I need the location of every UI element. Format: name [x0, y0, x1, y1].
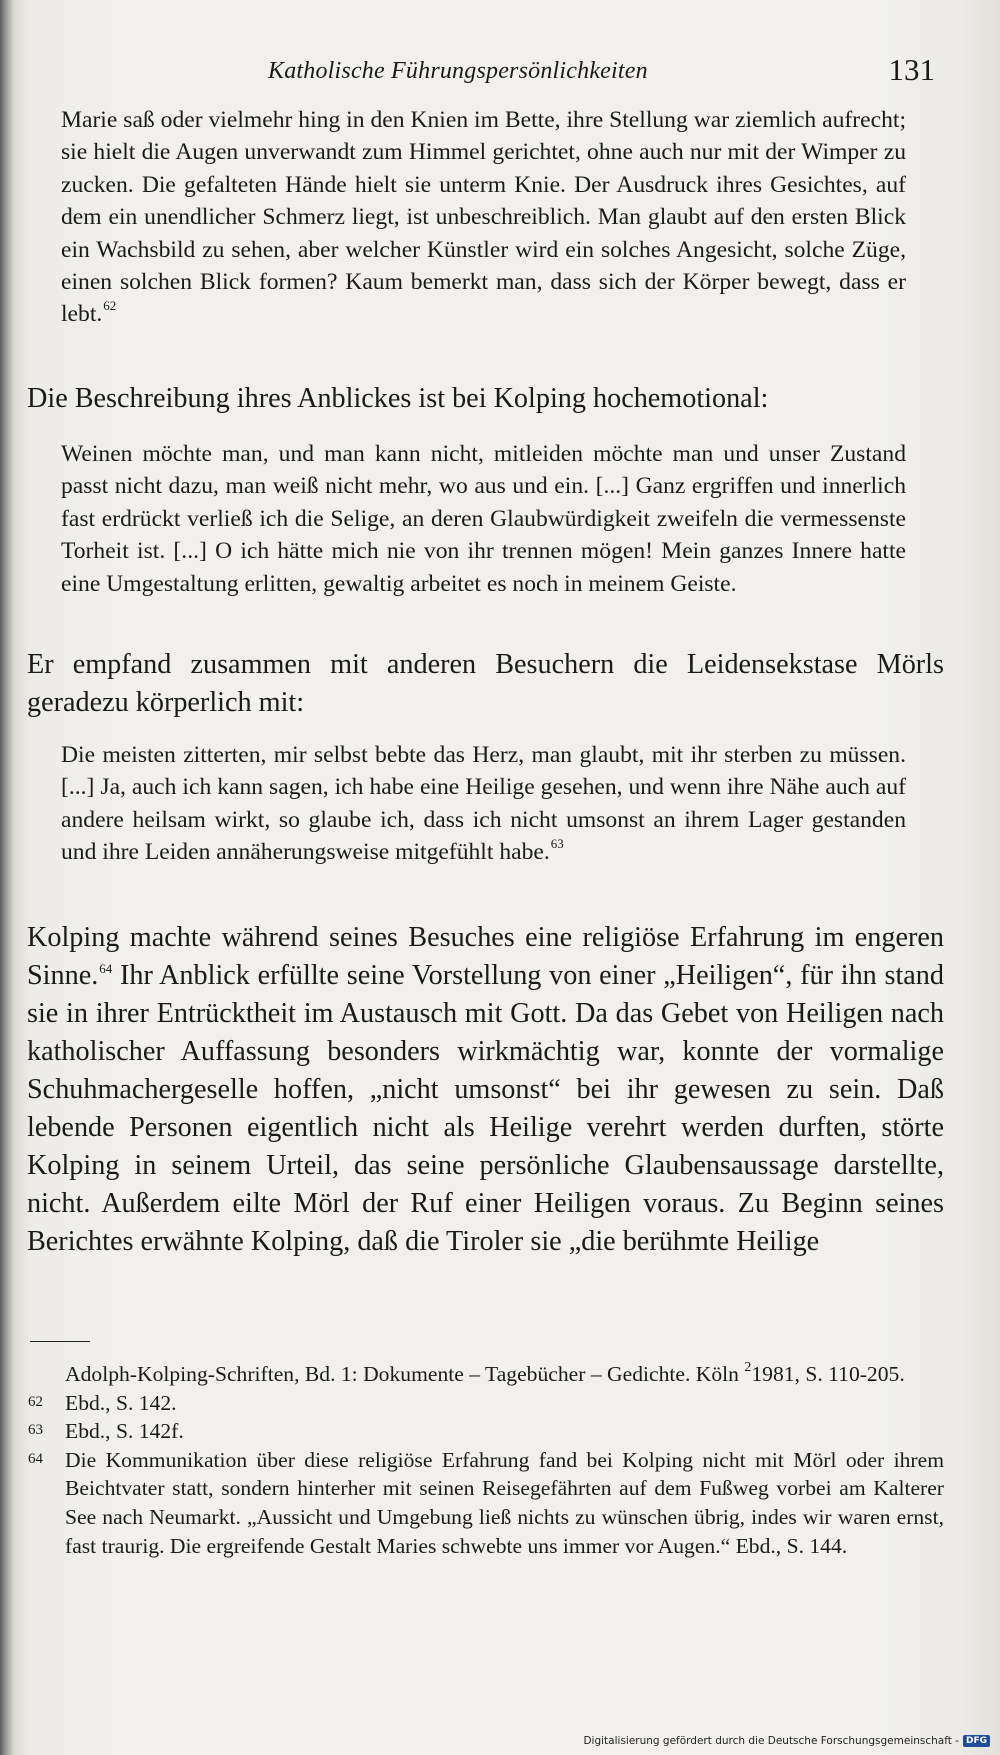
footnote-number: 62 [28, 1393, 43, 1410]
footnote-64 [28, 1446, 944, 1560]
page-number: 131 [888, 52, 935, 87]
dfg-logo-icon: DFG [963, 1735, 990, 1747]
footnote-text: Ebd., S. 142f. [65, 1419, 184, 1444]
running-title: Katholische Führungspersönlichkeiten [268, 58, 648, 84]
paragraph-2: Er empfand zusammen mit anderen Besuchern die Leidensekstase Mörls geradezu körperlich mit: [27, 649, 944, 718]
block-quote-3-text: Die meisten zitterten, mir selbst bebte das Herz, man glaubt, mit ihr sterben zu müssen. [...] Ja, auch ich kann sagen, ich habe eine Heilige gesehen, und wenn ihre Nähe auch auf andere heilsam wirkt, so glaube ich, dass ich nicht umsonst an ihrem Lager gestanden und ihre Leiden annäherungsweise mitgefühlt habe. [61, 742, 906, 866]
footnote-ref-63[interactable]: 63 [550, 836, 564, 852]
footnote-number: 64 [28, 1450, 43, 1467]
footnote-continuation-year: 1981, S. 110-205. [751, 1362, 905, 1386]
paragraph-3 [27, 919, 944, 1261]
footnote-continuation-text: Adolph-Kolping-Schriften, Bd. 1: Dokumente – Tagebücher – Gedichte. Köln [65, 1362, 745, 1386]
footnote-ref-64[interactable]: 64 [99, 960, 113, 976]
footnote-62 [28, 1389, 944, 1418]
footnote-continuation [28, 1360, 944, 1389]
block-quote-1-text: Marie saß oder vielmehr hing in den Knien im Bette, ihre Stellung war ziemlich aufrecht; sie hielt die Augen unverwandt zum Himmel gerichtet, ohne auch nur mit der Wimper zu zucken. Die gefalteten Hände hielt sie unterm Knie. Der Ausdruck ihres Gesichtes, auf dem ein unendlicher Schmerz liegt, ist unbeschreiblich. Man glaubt auf den ersten Blick ein Wachsbild zu sehen, aber welcher Künstler wird ein solches Angesicht, solche Züge, einen solchen Blick formen? Kaum bemerkt man, dass sich der Körper bewegt, dass er lebt. [61, 107, 906, 328]
footnote-text: Ebd., S. 142. [65, 1390, 177, 1415]
digitization-footer [583, 1735, 990, 1747]
footnote-number: 63 [28, 1422, 43, 1439]
footnote-63 [28, 1417, 944, 1446]
paragraph-3-part-1: Kolping machte während seines Besuches eine religiöse Erfahrung im engeren Sinne. [27, 922, 944, 991]
funding-note: Digitalisierung gefördert durch die Deutsche Forschungsgemeinschaft - [583, 1735, 959, 1747]
block-quote-2: Weinen möchte man, und man kann nicht, mitleiden möchte man und unser Zustand passt nicht dazu, man weiß nicht mehr, wo aus und ein. [...] Ganz ergriffen und innerlich fast erdrückt verließ ich die Selige, an deren Glaubwürdigkeit zweifeln die vermessenste Torheit ist. [...] O ich hätte mich nie von ihr trennen mögen! Mein ganzes Innere hatte eine Umgestaltung erlitten, gewaltig arbeitet es noch in meinem Geiste. [61, 441, 906, 597]
block-quote-1 [61, 104, 906, 331]
paragraph-3-part-2: Ihr Anblick erfüllte seine Vorstellung von einer „Heiligen“, für ihn stand sie in ihrer Entrücktheit im Austausch mit Gott. Da das Gebet von Heiligen nach katholischer Auffassung besonders wirkmächtig war, konnte der vormalige Schuhmachergeselle hoffen, „nicht umsonst“ bei ihr gewesen zu sein. Daß lebende Personen eigentlich nicht als Heilige verehrt werden durften, störte Kolping in seinem Urteil, das seine persönliche Glaubensaussage darstellte, nicht. Außerdem eilte Mörl der Ruf einer Heiligen voraus. Zu Beginn seines Berichtes erwähnte Kolping, daß die Tiroler sie „die berühmte Heilige [27, 960, 944, 1257]
footnote-text: Die Kommunikation über diese religiöse Erfahrung fand bei Kolping nicht mit Mörl oder ihrem Beichtvater statt, sondern hinterher mit seinen Reisegefährten auf dem Fußweg vorbei am Kalterer See nach Neumarkt. „Aussicht und Umgebung ließ nichts zu wünschen übrig, indes wir waren ernst, fast traurig. Die ergreifende Gestalt Maries schwebte uns immer vor Augen.“ Ebd., S. 144. [65, 1447, 944, 1558]
footnote-ref-62[interactable]: 62 [103, 298, 117, 314]
block-quote-3 [61, 739, 906, 869]
running-head [60, 52, 940, 96]
footnote-separator [30, 1341, 90, 1342]
paragraph-1: Die Beschreibung ihres Anblickes ist bei Kolping hochemotional: [27, 383, 769, 414]
footnotes [28, 1360, 944, 1560]
edition-superscript: 2 [744, 1360, 752, 1376]
